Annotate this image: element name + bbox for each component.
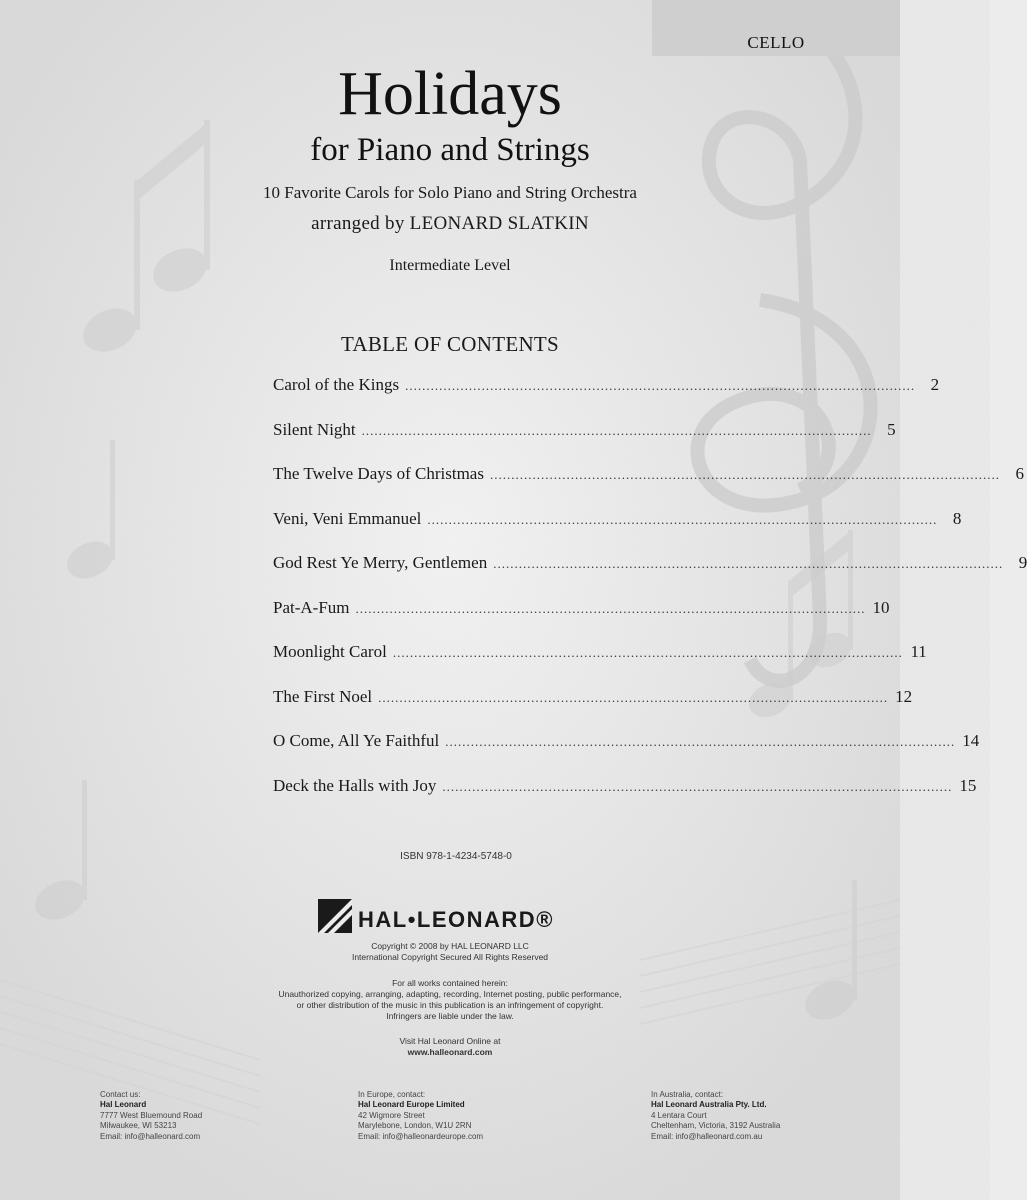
table-of-contents	[273, 373, 1027, 818]
toc-entry-page: 9	[1018, 553, 1027, 572]
toc-entry[interactable]	[273, 551, 1027, 596]
toc-entry-page: 14	[962, 731, 980, 750]
contact-address: 4 Lentara Court	[651, 1110, 707, 1120]
toc-heading: TABLE OF CONTENTS	[340, 332, 560, 356]
toc-entry-title: God Rest Ye Merry, Gentlemen	[273, 553, 488, 572]
toc-entry-title: Deck the Halls with Joy	[273, 775, 437, 795]
toc-entry-page: 6	[1015, 464, 1024, 483]
contact-name: Hal Leonard Europe Limited	[358, 1100, 465, 1110]
toc-entry-title: Silent Night	[273, 419, 356, 439]
toc-entry[interactable]	[273, 507, 962, 552]
toc-entry-title: The First Noel	[273, 686, 373, 706]
copyright-secured: International Copyright Secured All Rights Reserved	[351, 952, 549, 962]
notice-line: Infringers are liable under the law.	[386, 1011, 514, 1021]
contact-address: Cheltenham, Victoria, 3192 Australia	[651, 1121, 781, 1131]
contact-name: Hal Leonard Australia Pty. Ltd.	[651, 1100, 767, 1110]
toc-entry[interactable]	[273, 596, 890, 641]
contact-europe	[358, 1090, 483, 1142]
dot-leader: ........................................................................................................................	[489, 467, 1000, 482]
instrument-tab	[652, 0, 900, 56]
contact-address: 42 Wigmore Street	[358, 1110, 425, 1120]
dot-leader: ........................................................................................................................	[493, 556, 1004, 571]
toc-entry-page: 10	[872, 597, 890, 617]
toc-entry[interactable]	[273, 462, 1024, 507]
contact-heading: In Europe, contact:	[358, 1090, 426, 1099]
contact-address: Marylebone, London, W1U 2RN	[358, 1121, 472, 1131]
toc-entry[interactable]	[273, 418, 896, 463]
toc-entry-title: Moonlight Carol	[273, 642, 387, 661]
dot-leader: ........................................................................................................................	[378, 689, 889, 705]
toc-entry[interactable]	[273, 685, 913, 730]
contact-address: 7777 West Bluemound Road	[100, 1110, 203, 1120]
notice-line: Unauthorized copying, arranging, adapting, recording, Internet posting, public performance,	[278, 989, 622, 999]
contact-address: Milwaukee, WI 53213	[100, 1121, 177, 1131]
dot-leader: ........................................................................................................................	[445, 734, 956, 749]
publisher-logo	[318, 899, 598, 935]
contact-us	[100, 1090, 202, 1142]
toc-entry[interactable]	[273, 373, 940, 418]
dot-leader: ........................................................................................................................	[355, 600, 866, 616]
publisher-name: HAL•LEONARD®	[358, 907, 554, 932]
toc-entry-page: 2	[930, 375, 940, 394]
toc-entry-title: The Twelve Days of Christmas	[273, 464, 484, 483]
toc-entry-title: Carol of the Kings	[273, 375, 400, 394]
contact-heading: Contact us:	[100, 1090, 141, 1099]
dot-leader: ........................................................................................................................	[361, 422, 872, 438]
book-subtitle: for Piano and Strings	[310, 132, 590, 168]
dot-leader: ........................................................................................................................	[442, 778, 953, 794]
contact-australia	[651, 1090, 780, 1142]
online-intro: Visit Hal Leonard Online at	[399, 1036, 501, 1046]
dot-leader: ........................................................................................................................	[405, 378, 916, 393]
toc-entry[interactable]	[273, 774, 977, 819]
toc-entry-page: 15	[959, 775, 977, 795]
notice-intro: For all works contained herein:	[392, 978, 508, 988]
hal-leonard-logo-icon	[318, 899, 352, 933]
book-tagline: 10 Favorite Carols for Solo Piano and String Orchestra	[263, 183, 637, 202]
website-link[interactable]: www.halleonard.com	[407, 1047, 493, 1057]
dot-leader: ........................................................................................................................	[392, 645, 903, 660]
toc-entry[interactable]	[273, 640, 927, 685]
instrument-label: CELLO	[747, 33, 805, 52]
toc-entry-page: 12	[895, 686, 913, 706]
toc-entry-page: 8	[952, 508, 962, 528]
toc-entry-title: Veni, Veni Emmanuel	[273, 508, 422, 528]
contact-email[interactable]: Email: info@halleonardeurope.com	[358, 1131, 484, 1141]
isbn: ISBN 978-1-4234-5748-0	[400, 851, 512, 862]
copyright-line: Copyright © 2008 by HAL LEONARD LLC	[371, 941, 529, 951]
dot-leader: ........................................................................................................................	[427, 511, 938, 527]
toc-entry-page: 11	[910, 642, 927, 661]
toc-entry-title: Pat-A-Fum	[273, 597, 350, 617]
toc-entry-page: 5	[887, 419, 896, 439]
notice-line: or other distribution of the music in this publication is an infringement of copyright.	[296, 1000, 604, 1010]
contact-heading: In Australia, contact:	[651, 1090, 724, 1099]
book-title: Holidays	[338, 60, 562, 128]
contact-email[interactable]: Email: info@halleonard.com.au	[651, 1131, 763, 1141]
difficulty-level: Intermediate Level	[389, 257, 511, 274]
contact-email[interactable]: Email: info@halleonard.com	[100, 1131, 201, 1141]
toc-entry[interactable]	[273, 729, 980, 774]
toc-entry-title: O Come, All Ye Faithful	[273, 731, 440, 750]
contact-name: Hal Leonard	[100, 1100, 147, 1110]
arranger-credit: arranged by LEONARD SLATKIN	[311, 213, 589, 234]
